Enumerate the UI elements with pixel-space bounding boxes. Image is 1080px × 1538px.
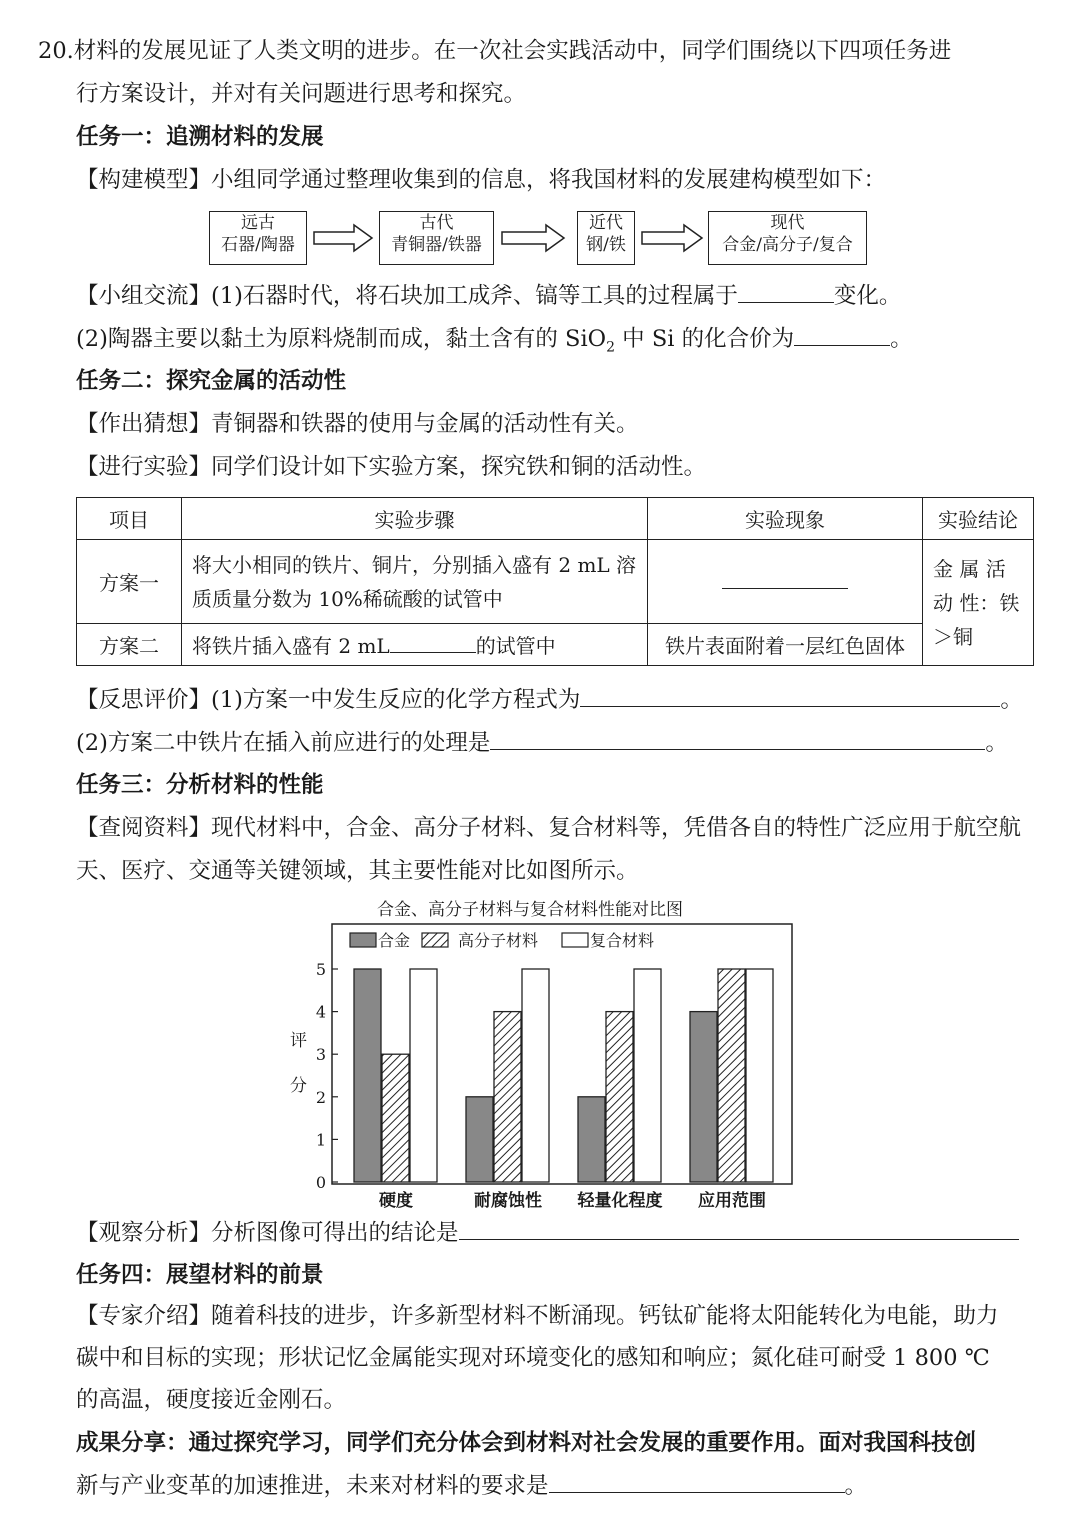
legend-swatch-composite [562,933,588,947]
box-era: 远古 [241,213,275,233]
conclusion-line: 金 属 活 [933,556,1006,581]
experiment-table [76,497,1034,666]
answer-blank[interactable] [722,576,848,589]
x-tick-label: 轻量化程度 [577,1191,663,1211]
bar-合金-应用范围 [690,1012,717,1182]
performance-bar-chart [270,896,810,1216]
task3-analysis [76,1217,1019,1248]
task1-title: 任务一：追溯材料的发展 [76,124,324,150]
y-tick-label: 5 [315,960,326,979]
answer-blank[interactable] [459,1217,1019,1240]
task4-expert-2: 碳中和目标的实现；形状记忆金属能实现对环境变化的感知和响应；氮化硅可耐受 1 800 ℃ [76,1345,990,1371]
conclusion-line: ＞铜 [933,624,973,649]
period: 。 [844,1473,868,1499]
step-post: 的试管中 [475,634,556,658]
x-tick-label: 耐腐蚀性 [474,1191,542,1211]
analysis-text: 【观察分析】分析图像可得出的结论是 [76,1220,459,1246]
bar-复合材料-应用范围 [746,969,773,1182]
legend-swatch-polymer [422,933,448,947]
y-tick-label: 1 [315,1130,326,1150]
box-materials: 钢/铁 [586,235,626,255]
question-intro-line-1 [38,36,951,66]
bar-高分子材料-轻量化程度 [606,1012,633,1182]
x-tick-label: 硬度 [379,1191,413,1211]
q2-mid: 中 Si 的化合价为 [615,326,795,352]
reflect-text: 【反思评价】(1)方案一中发生反应的化学方程式为 [76,687,581,713]
task1-model-text: 【构建模型】小组同学通过整理收集到的信息，将我国材料的发展建构模型如下： [76,167,887,193]
task4-expert-1: 【专家介绍】随着科技的进步，许多新型材料不断涌现。钙钛矿能将太阳能转化为电能，助力 [76,1303,999,1329]
answer-blank[interactable] [580,684,1000,707]
intro-text-1: 材料的发展见证了人类文明的进步。在一次社会实践活动中，同学们围绕以下四项任务进 [73,38,952,64]
step-line: 将大小相同的铁片、铜片，分别插入盛有 2 mL 溶 [192,552,637,577]
task3-ref-1: 【查阅资料】现代材料中，合金、高分子材料、复合材料等，凭借各自的特性广泛应用于航空航 [76,815,1022,841]
bar-合金-轻量化程度 [578,1097,605,1182]
legend-label: 高分子材料 [458,931,539,950]
intro-text-2: 行方案设计，并对有关问题进行思考和探究。 [76,81,527,107]
step-line: 质质量分数为 10%稀硫酸的试管中 [192,586,503,611]
bar-高分子材料-硬度 [382,1054,409,1182]
period: 。 [1000,687,1023,713]
arrow-icon [312,223,374,253]
bar-合金-硬度 [354,969,381,1182]
chart-title: 合金、高分子材料与复合材料性能对比图 [377,900,683,920]
reflect-text: (2)方案二中铁片在插入前应进行的处理是 [76,730,491,756]
bar-高分子材料-应用范围 [718,969,745,1182]
step-pre: 将铁片插入盛有 2 mL [192,634,390,658]
y-tick-label: 2 [315,1087,326,1107]
q2-subscript: 2 [606,339,616,356]
question-number: 20. [38,38,74,64]
y-tick-label: 3 [315,1045,326,1065]
model-box-old [379,211,494,265]
table-header: 实验步骤 [182,498,648,540]
q1-post: 变化。 [833,283,902,309]
model-box-contemporary [708,211,867,265]
bar-复合材料-耐腐蚀性 [522,969,549,1182]
arrow-icon [640,223,704,253]
bar-高分子材料-耐腐蚀性 [494,1012,521,1182]
conclusion-cell [923,540,1034,666]
answer-blank[interactable] [490,727,985,750]
table-header: 实验现象 [648,498,923,540]
box-materials: 青铜器/铁器 [391,235,482,255]
task4-expert-3: 的高温，硬度接近金刚石。 [76,1387,347,1413]
bar-合金-耐腐蚀性 [466,1097,493,1182]
model-box-modern-era [577,211,635,265]
legend-label: 复合材料 [590,931,655,950]
task3-ref-2: 天、医疗、交通等关键领域，其主要性能对比如图所示。 [76,858,639,884]
task1-question-2 [76,323,913,363]
box-era: 古代 [419,213,454,233]
answer-blank[interactable] [549,1470,845,1493]
share-text: 新与产业变革的加速推进，未来对材料的要求是 [76,1473,549,1499]
q2-post: 。 [890,326,913,352]
task2-exp-intro: 【进行实验】同学们设计如下实验方案，探究铁和铜的活动性。 [76,454,707,480]
x-tick-label: 应用范围 [698,1191,766,1211]
q1-text: 【小组交流】(1)石器时代，将石块加工成斧、镐等工具的过程属于 [76,283,738,309]
bar-复合材料-硬度 [410,969,437,1182]
task4-share-2 [76,1470,867,1501]
period: 。 [985,730,1008,756]
table-header: 项目 [77,498,182,540]
q2-text: (2)陶器主要以黏土为原料烧制而成，黏土含有的 SiO [76,326,607,352]
task4-share-1 [76,1428,976,1458]
y-axis-label: 评 [290,1031,307,1051]
task2-reflect-1 [76,684,1023,715]
bar-复合材料-轻量化程度 [634,969,661,1182]
legend-label: 合金 [378,931,411,950]
task3-title: 任务三：分析材料的性能 [76,772,324,798]
y-axis-label: 分 [290,1076,307,1096]
table-row [77,540,1034,624]
answer-blank[interactable] [794,323,890,346]
box-materials: 合金/高分子/复合 [722,235,853,255]
box-era: 近代 [589,213,623,233]
arrow-icon [500,223,566,253]
model-box-ancient [209,211,307,265]
answer-blank[interactable] [390,634,476,653]
task2-guess: 【作出猜想】青铜器和铁器的使用与金属的活动性有关。 [76,411,639,437]
plan-step [182,624,648,666]
task1-question-1 [76,280,901,311]
phenomenon-cell: 铁片表面附着一层红色固体 [648,624,923,666]
task2-title: 任务二：探究金属的活动性 [76,368,347,394]
y-tick-label: 0 [315,1173,326,1192]
y-tick-label: 4 [315,1002,326,1022]
plan-step [182,540,648,624]
task2-reflect-2 [76,727,1008,758]
plan-name: 方案二 [77,624,182,666]
conclusion-line: 动 性：铁 [933,590,1020,615]
table-row [77,624,1034,666]
table-header: 实验结论 [923,498,1034,540]
answer-blank[interactable] [738,280,834,303]
legend-swatch-alloy [350,933,376,947]
box-materials: 石器/陶器 [221,235,295,255]
phenomenon-cell [648,540,923,624]
box-era: 现代 [770,213,805,233]
task4-title: 任务四：展望材料的前景 [76,1262,324,1288]
plan-name: 方案一 [77,540,182,624]
table-header-row [77,498,1034,540]
share-text: 成果分享：通过探究学习，同学们充分体会到材料对社会发展的重要作用。面对我国科技创 [76,1430,977,1456]
